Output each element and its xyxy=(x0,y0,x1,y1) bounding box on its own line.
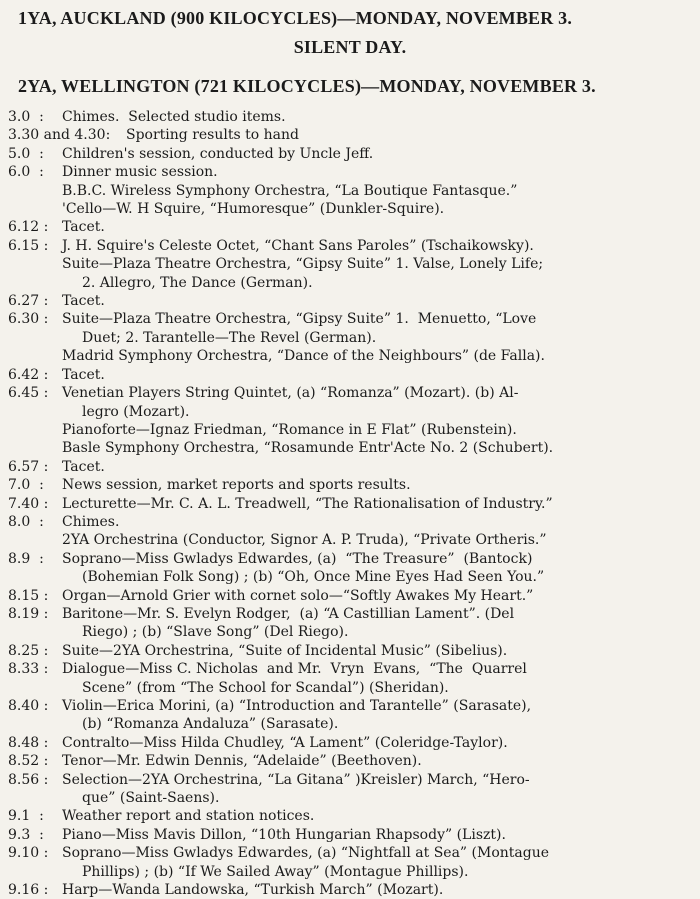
entry-line: Tacet. xyxy=(62,458,105,475)
entry-line: J. H. Squire's Celeste Octet, “Chant Sans Paroles” (Tschaikowsky). xyxy=(62,237,534,254)
programme-entry xyxy=(8,642,694,660)
entry-continuation: Phillips) ; (b) “If We Sailed Away” (Montague Phillips). xyxy=(82,863,469,880)
programme-entry xyxy=(8,587,694,605)
entry-time: 7.0 : xyxy=(8,477,44,494)
entry-line: Chimes. Selected studio items. xyxy=(62,109,286,125)
programme-entry xyxy=(8,310,694,365)
entry-time: 8.52 : xyxy=(8,753,49,770)
station-1ya-heading: 1YA, AUCKLAND (900 KILOCYCLES)—MONDAY, NOVEMBER 3. xyxy=(18,8,573,28)
entry-time: 6.57 : xyxy=(8,458,49,475)
entry-line: Baritone—Mr. S. Evelyn Rodger, (a) “A Castillian Lament”. (Del xyxy=(62,605,515,622)
programme-entry xyxy=(8,108,694,126)
entry-line: Tacet. xyxy=(62,293,105,310)
entry-line: Dinner music session. xyxy=(62,164,218,181)
entry-time: 6.27 : xyxy=(8,293,49,310)
entry-continuation: legro (Mozart). xyxy=(82,403,190,420)
entry-continuation: que” (Saint-Saens). xyxy=(82,790,220,807)
entry-time: 8.15 : xyxy=(8,587,49,604)
entry-line: Madrid Symphony Orchestra, “Dance of the Neighbours” (de Falla). xyxy=(62,348,545,365)
entry-time: 8.0 : xyxy=(8,513,44,530)
entry-time: 6.15 : xyxy=(8,237,49,254)
programme-entry xyxy=(8,163,694,218)
programme-entry xyxy=(8,807,694,825)
station-2ya-heading: 2YA, WELLINGTON (721 KILOCYCLES)—MONDAY, NOVEMBER 3. xyxy=(18,76,596,96)
entry-line: Suite—2YA Orchestrina, “Suite of Incidental Music” (Sibelius). xyxy=(62,642,508,659)
programme-entry xyxy=(8,550,694,587)
entry-continuation: Duet; 2. Tarantelle—The Revel (German). xyxy=(82,329,377,346)
entry-line: Piano—Miss Mavis Dillon, “10th Hungarian Rhapsody” (Liszt). xyxy=(62,826,506,843)
programme-entry xyxy=(8,126,694,144)
entry-line: 'Cello—W. H Squire, “Humoresque” (Dunkler-Squire). xyxy=(62,201,445,218)
programme-entry xyxy=(8,292,694,310)
entry-line: News session, market reports and sports results. xyxy=(62,477,411,494)
entry-time: 8.33 : xyxy=(8,661,49,678)
entry-time: 6.42 : xyxy=(8,366,49,383)
entry-line: 2YA Orchestrina (Conductor, Signor A. P. Truda), “Private Ortheris.” xyxy=(62,532,547,549)
entry-time: 8.25 : xyxy=(8,642,49,659)
programme-entry xyxy=(8,218,694,236)
entry-continuation: 2. Allegro, The Dance (German). xyxy=(82,274,313,291)
entry-time: 6.0 : xyxy=(8,164,44,181)
entry-continuation: (b) “Romanza Andaluza” (Sarasate). xyxy=(82,716,339,733)
entry-time: 8.56 : xyxy=(8,771,49,788)
entry-time: 9.16 : xyxy=(8,882,49,899)
silent-day-notice: SILENT DAY. xyxy=(293,37,407,57)
programme-entry xyxy=(8,384,694,458)
programme-entry xyxy=(8,366,694,384)
entry-line: B.B.C. Wireless Symphony Orchestra, “La Boutique Fantasque.” xyxy=(62,182,518,199)
entry-line: Violin—Erica Morini, (a) “Introduction and Tarantelle” (Sarasate), xyxy=(62,698,532,714)
entry-time: 8.19 : xyxy=(8,605,49,622)
programme-entry xyxy=(8,734,694,752)
entry-line: Venetian Players String Quintet, (a) “Romanza” (Mozart). (b) Al- xyxy=(62,385,519,402)
entry-line: Sporting results to hand xyxy=(126,127,299,144)
entry-time: 6.30 : xyxy=(8,311,49,328)
entry-line: Dialogue—Miss C. Nicholas and Mr. Vryn Evans, “The Quarrel xyxy=(62,661,527,678)
entry-line: Weather report and station notices. xyxy=(62,808,315,825)
entry-line: Suite—Plaza Theatre Orchestra, “Gipsy Suite” 1. Menuetto, “Love xyxy=(62,311,537,328)
entry-line: Tenor—Mr. Edwin Dennis, “Adelaide” (Beethoven). xyxy=(62,753,422,770)
entry-time: 6.12 : xyxy=(8,219,49,236)
entry-time: 3.0 : xyxy=(8,109,44,125)
entry-time: 9.1 : xyxy=(8,808,44,825)
entry-time: 3.30 and 4.30: xyxy=(8,127,111,144)
programme-list xyxy=(8,108,694,899)
entry-time: 8.9 : xyxy=(8,550,44,567)
entry-line: Selection—2YA Orchestrina, “La Gitana” )Kreisler) March, “Hero- xyxy=(62,771,530,788)
programme-entry xyxy=(8,826,694,844)
entry-line: Children's session, conducted by Uncle Jeff. xyxy=(62,145,374,162)
entry-line: Tacet. xyxy=(62,219,105,236)
entry-line: Chimes. xyxy=(62,513,120,530)
programme-entry xyxy=(8,752,694,770)
programme-entry xyxy=(8,771,694,808)
entry-line: Tacet. xyxy=(62,366,105,383)
programme-entry xyxy=(8,476,694,494)
entry-line: Soprano—Miss Gwladys Edwardes, (a) “The Treasure” (Bantock) xyxy=(62,550,533,567)
entry-continuation: (Bohemian Folk Song) ; (b) “Oh, Once Mine Eyes Had Seen You.” xyxy=(82,569,545,586)
entry-time: 5.0 : xyxy=(8,145,44,162)
entry-time: 9.10 : xyxy=(8,845,49,862)
entry-line: Basle Symphony Orchestra, “Rosamunde Entr'Acte No. 2 (Schubert). xyxy=(62,440,554,457)
programme-entry xyxy=(8,237,694,292)
programme-entry xyxy=(8,697,694,734)
programme-entry xyxy=(8,660,694,697)
programme-entry xyxy=(8,844,694,881)
entry-continuation: Scene” (from “The School for Scandal”) (Sheridan). xyxy=(82,679,449,696)
entry-continuation: Riego) ; (b) “Slave Song” (Del Riego). xyxy=(82,624,349,641)
entry-line: Harp—Wanda Landowska, “Turkish March” (Mozart). xyxy=(62,882,444,899)
entry-line: Contralto—Miss Hilda Chudley, “A Lament” (Coleridge-Taylor). xyxy=(62,734,508,751)
entry-time: 6.45 : xyxy=(8,385,49,402)
entry-line: Soprano—Miss Gwladys Edwardes, (a) “Nightfall at Sea” (Montague xyxy=(62,845,550,862)
entry-time: 7.40 : xyxy=(8,495,49,512)
entry-time: 9.3 : xyxy=(8,826,44,843)
programme-entry xyxy=(8,605,694,642)
entry-time: 8.48 : xyxy=(8,734,49,751)
entry-line: Pianoforte—Ignaz Friedman, “Romance in E Flat” (Rubenstein). xyxy=(62,421,517,438)
entry-line: Lecturette—Mr. C. A. L. Treadwell, “The Rationalisation of Industry.” xyxy=(62,495,553,512)
entry-line: Organ—Arnold Grier with cornet solo—“Softly Awakes My Heart.” xyxy=(62,587,534,604)
programme-entry xyxy=(8,145,694,163)
programme-entry xyxy=(8,513,694,550)
programme-entry xyxy=(8,495,694,513)
entry-time: 8.40 : xyxy=(8,698,49,714)
programme-entry xyxy=(8,458,694,476)
entry-line: Suite—Plaza Theatre Orchestra, “Gipsy Suite” 1. Valse, Lonely Life; xyxy=(62,256,544,273)
